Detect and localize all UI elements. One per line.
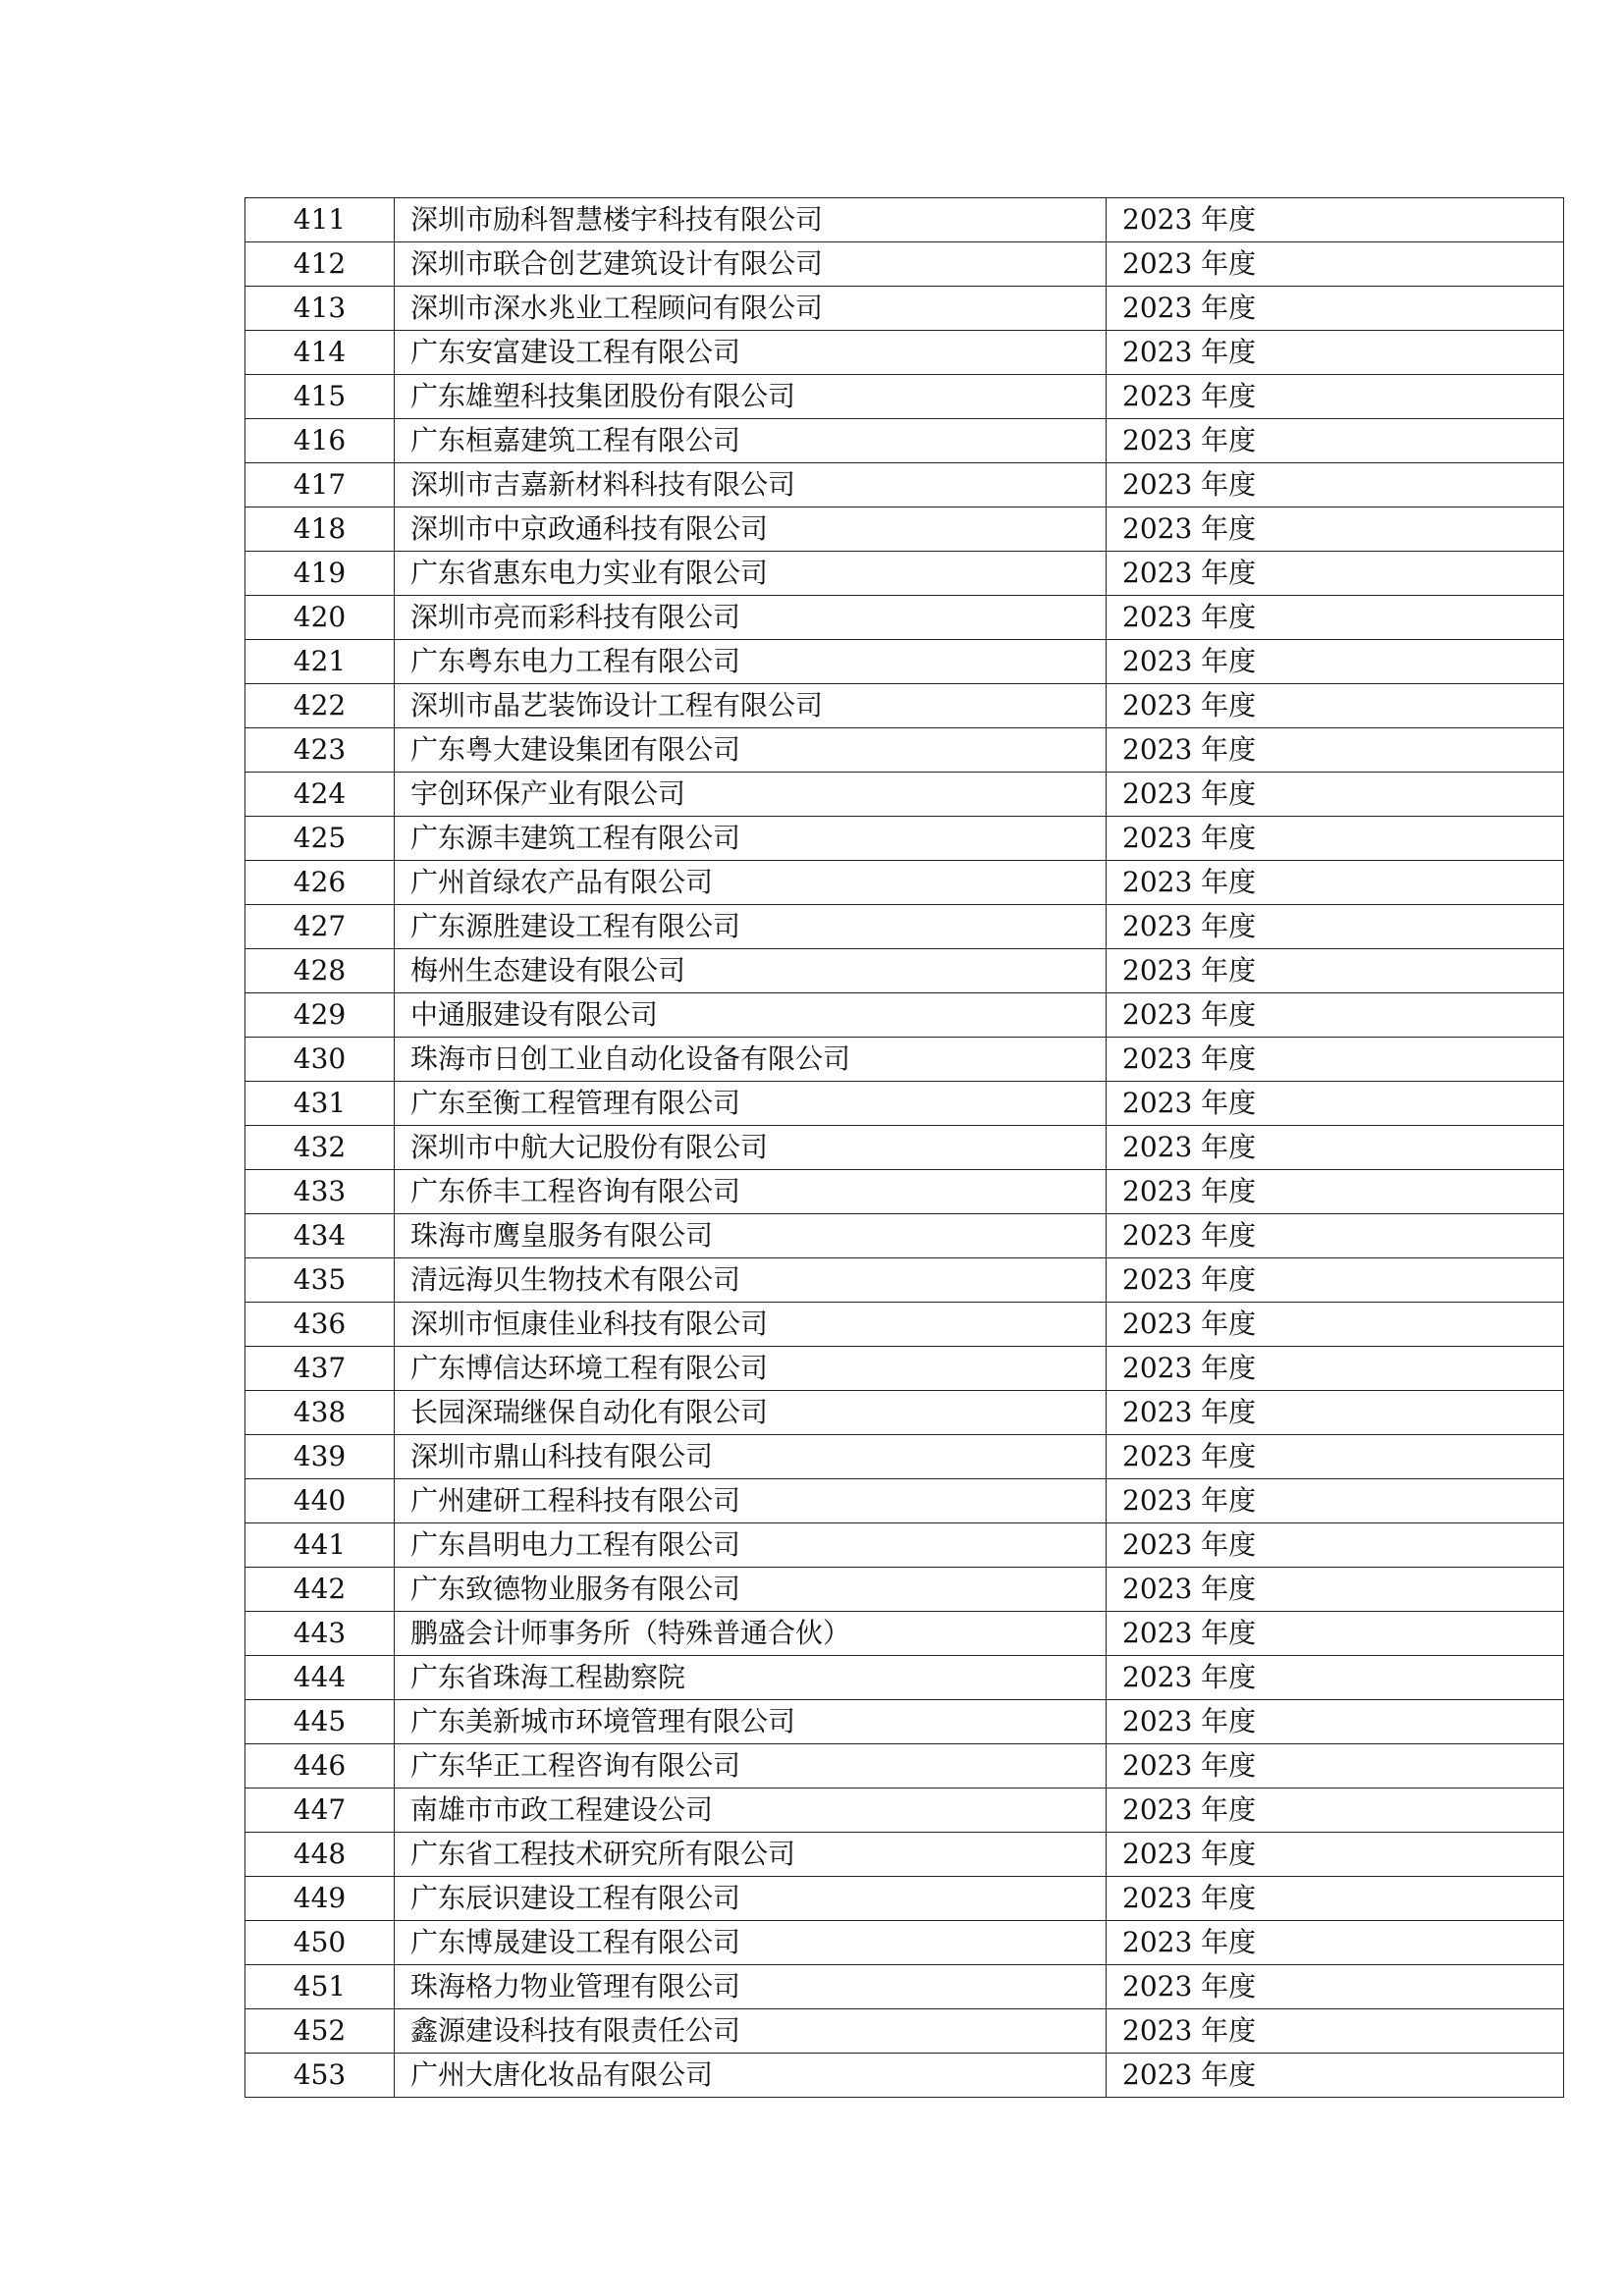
company-name-cell: 广东粤东电力工程有限公司 bbox=[395, 640, 1107, 684]
row-number-cell: 424 bbox=[245, 773, 395, 817]
row-number-cell: 428 bbox=[245, 949, 395, 993]
year-cell: 2023 年度 bbox=[1107, 507, 1564, 552]
year-cell: 2023 年度 bbox=[1107, 1479, 1564, 1523]
company-name-cell: 广东致德物业服务有限公司 bbox=[395, 1568, 1107, 1612]
table-row bbox=[245, 2054, 1564, 2098]
year-cell: 2023 年度 bbox=[1107, 1258, 1564, 1303]
row-number-cell: 418 bbox=[245, 507, 395, 552]
table-row bbox=[245, 1523, 1564, 1568]
table-row bbox=[245, 773, 1564, 817]
year-cell: 2023 年度 bbox=[1107, 552, 1564, 596]
company-name-cell: 广东粤大建设集团有限公司 bbox=[395, 728, 1107, 773]
year-cell: 2023 年度 bbox=[1107, 1391, 1564, 1435]
table-row bbox=[245, 1126, 1564, 1170]
table-row bbox=[245, 1789, 1564, 1833]
row-number-cell: 416 bbox=[245, 419, 395, 463]
row-number-cell: 421 bbox=[245, 640, 395, 684]
company-name-cell: 深圳市中京政通科技有限公司 bbox=[395, 507, 1107, 552]
year-cell: 2023 年度 bbox=[1107, 375, 1564, 419]
table-row bbox=[245, 1921, 1564, 1965]
year-cell: 2023 年度 bbox=[1107, 684, 1564, 728]
year-cell: 2023 年度 bbox=[1107, 1170, 1564, 1214]
year-cell: 2023 年度 bbox=[1107, 1700, 1564, 1744]
company-name-cell: 广州大唐化妆品有限公司 bbox=[395, 2054, 1107, 2098]
year-cell: 2023 年度 bbox=[1107, 198, 1564, 242]
row-number-cell: 450 bbox=[245, 1921, 395, 1965]
row-number-cell: 440 bbox=[245, 1479, 395, 1523]
row-number-cell: 445 bbox=[245, 1700, 395, 1744]
company-name-cell: 南雄市市政工程建设公司 bbox=[395, 1789, 1107, 1833]
company-name-cell: 广东博信达环境工程有限公司 bbox=[395, 1347, 1107, 1391]
row-number-cell: 442 bbox=[245, 1568, 395, 1612]
table-row bbox=[245, 331, 1564, 375]
table-row bbox=[245, 817, 1564, 861]
table-row bbox=[245, 1391, 1564, 1435]
table-row bbox=[245, 1479, 1564, 1523]
table-row bbox=[245, 905, 1564, 949]
company-name-cell: 深圳市吉嘉新材料科技有限公司 bbox=[395, 463, 1107, 507]
table-row bbox=[245, 1170, 1564, 1214]
year-cell: 2023 年度 bbox=[1107, 1921, 1564, 1965]
row-number-cell: 419 bbox=[245, 552, 395, 596]
table-row bbox=[245, 1347, 1564, 1391]
table-row bbox=[245, 1214, 1564, 1258]
table-row bbox=[245, 728, 1564, 773]
row-number-cell: 441 bbox=[245, 1523, 395, 1568]
row-number-cell: 439 bbox=[245, 1435, 395, 1479]
row-number-cell: 412 bbox=[245, 242, 395, 287]
table-row bbox=[245, 463, 1564, 507]
company-name-cell: 梅州生态建设有限公司 bbox=[395, 949, 1107, 993]
row-number-cell: 429 bbox=[245, 993, 395, 1038]
company-list-table bbox=[244, 197, 1564, 2098]
company-name-cell: 深圳市恒康佳业科技有限公司 bbox=[395, 1303, 1107, 1347]
row-number-cell: 448 bbox=[245, 1833, 395, 1877]
year-cell: 2023 年度 bbox=[1107, 1126, 1564, 1170]
company-name-cell: 广东源胜建设工程有限公司 bbox=[395, 905, 1107, 949]
year-cell: 2023 年度 bbox=[1107, 640, 1564, 684]
year-cell: 2023 年度 bbox=[1107, 1612, 1564, 1656]
company-name-cell: 广东至衡工程管理有限公司 bbox=[395, 1082, 1107, 1126]
row-number-cell: 453 bbox=[245, 2054, 395, 2098]
company-name-cell: 广东辰识建设工程有限公司 bbox=[395, 1877, 1107, 1921]
company-name-cell: 珠海格力物业管理有限公司 bbox=[395, 1965, 1107, 2009]
year-cell: 2023 年度 bbox=[1107, 728, 1564, 773]
table-row bbox=[245, 993, 1564, 1038]
company-name-cell: 深圳市励科智慧楼宇科技有限公司 bbox=[395, 198, 1107, 242]
table-body bbox=[245, 198, 1564, 2098]
company-name-cell: 广东美新城市环境管理有限公司 bbox=[395, 1700, 1107, 1744]
table-row bbox=[245, 861, 1564, 905]
row-number-cell: 444 bbox=[245, 1656, 395, 1700]
row-number-cell: 427 bbox=[245, 905, 395, 949]
year-cell: 2023 年度 bbox=[1107, 1965, 1564, 2009]
table-row bbox=[245, 507, 1564, 552]
table-row bbox=[245, 1965, 1564, 2009]
row-number-cell: 435 bbox=[245, 1258, 395, 1303]
year-cell: 2023 年度 bbox=[1107, 949, 1564, 993]
year-cell: 2023 年度 bbox=[1107, 905, 1564, 949]
row-number-cell: 449 bbox=[245, 1877, 395, 1921]
row-number-cell: 447 bbox=[245, 1789, 395, 1833]
company-name-cell: 深圳市亮而彩科技有限公司 bbox=[395, 596, 1107, 640]
table-row bbox=[245, 1700, 1564, 1744]
company-name-cell: 深圳市晶艺装饰设计工程有限公司 bbox=[395, 684, 1107, 728]
year-cell: 2023 年度 bbox=[1107, 1435, 1564, 1479]
year-cell: 2023 年度 bbox=[1107, 1656, 1564, 1700]
table-row bbox=[245, 375, 1564, 419]
row-number-cell: 446 bbox=[245, 1744, 395, 1789]
table-row bbox=[245, 1612, 1564, 1656]
year-cell: 2023 年度 bbox=[1107, 1214, 1564, 1258]
row-number-cell: 437 bbox=[245, 1347, 395, 1391]
row-number-cell: 433 bbox=[245, 1170, 395, 1214]
row-number-cell: 422 bbox=[245, 684, 395, 728]
row-number-cell: 413 bbox=[245, 287, 395, 331]
year-cell: 2023 年度 bbox=[1107, 1833, 1564, 1877]
company-name-cell: 珠海市鹰皇服务有限公司 bbox=[395, 1214, 1107, 1258]
company-name-cell: 深圳市联合创艺建筑设计有限公司 bbox=[395, 242, 1107, 287]
year-cell: 2023 年度 bbox=[1107, 331, 1564, 375]
year-cell: 2023 年度 bbox=[1107, 1523, 1564, 1568]
row-number-cell: 436 bbox=[245, 1303, 395, 1347]
year-cell: 2023 年度 bbox=[1107, 1347, 1564, 1391]
year-cell: 2023 年度 bbox=[1107, 287, 1564, 331]
table-row bbox=[245, 198, 1564, 242]
row-number-cell: 423 bbox=[245, 728, 395, 773]
table-row bbox=[245, 2009, 1564, 2054]
row-number-cell: 432 bbox=[245, 1126, 395, 1170]
company-name-cell: 深圳市深水兆业工程顾问有限公司 bbox=[395, 287, 1107, 331]
year-cell: 2023 年度 bbox=[1107, 1568, 1564, 1612]
table-row bbox=[245, 1258, 1564, 1303]
company-name-cell: 广州建研工程科技有限公司 bbox=[395, 1479, 1107, 1523]
row-number-cell: 443 bbox=[245, 1612, 395, 1656]
row-number-cell: 425 bbox=[245, 817, 395, 861]
year-cell: 2023 年度 bbox=[1107, 817, 1564, 861]
table-row bbox=[245, 596, 1564, 640]
company-name-cell: 广东雄塑科技集团股份有限公司 bbox=[395, 375, 1107, 419]
year-cell: 2023 年度 bbox=[1107, 1877, 1564, 1921]
row-number-cell: 451 bbox=[245, 1965, 395, 2009]
company-name-cell: 广东源丰建筑工程有限公司 bbox=[395, 817, 1107, 861]
table-row bbox=[245, 552, 1564, 596]
table-row bbox=[245, 1038, 1564, 1082]
company-name-cell: 珠海市日创工业自动化设备有限公司 bbox=[395, 1038, 1107, 1082]
company-name-cell: 广东安富建设工程有限公司 bbox=[395, 331, 1107, 375]
year-cell: 2023 年度 bbox=[1107, 1082, 1564, 1126]
table-row bbox=[245, 1877, 1564, 1921]
company-name-cell: 广东昌明电力工程有限公司 bbox=[395, 1523, 1107, 1568]
year-cell: 2023 年度 bbox=[1107, 463, 1564, 507]
table-row bbox=[245, 640, 1564, 684]
year-cell: 2023 年度 bbox=[1107, 2054, 1564, 2098]
row-number-cell: 430 bbox=[245, 1038, 395, 1082]
table-row bbox=[245, 287, 1564, 331]
company-name-cell: 广东省工程技术研究所有限公司 bbox=[395, 1833, 1107, 1877]
company-name-cell: 广东华正工程咨询有限公司 bbox=[395, 1744, 1107, 1789]
year-cell: 2023 年度 bbox=[1107, 242, 1564, 287]
row-number-cell: 431 bbox=[245, 1082, 395, 1126]
year-cell: 2023 年度 bbox=[1107, 1789, 1564, 1833]
row-number-cell: 411 bbox=[245, 198, 395, 242]
company-name-cell: 广东侨丰工程咨询有限公司 bbox=[395, 1170, 1107, 1214]
company-name-cell: 长园深瑞继保自动化有限公司 bbox=[395, 1391, 1107, 1435]
year-cell: 2023 年度 bbox=[1107, 1744, 1564, 1789]
table-row bbox=[245, 1568, 1564, 1612]
table-row bbox=[245, 1303, 1564, 1347]
company-name-cell: 广州首绿农产品有限公司 bbox=[395, 861, 1107, 905]
table-row bbox=[245, 949, 1564, 993]
row-number-cell: 417 bbox=[245, 463, 395, 507]
year-cell: 2023 年度 bbox=[1107, 773, 1564, 817]
table-row bbox=[245, 1082, 1564, 1126]
row-number-cell: 438 bbox=[245, 1391, 395, 1435]
year-cell: 2023 年度 bbox=[1107, 2009, 1564, 2054]
row-number-cell: 434 bbox=[245, 1214, 395, 1258]
row-number-cell: 426 bbox=[245, 861, 395, 905]
row-number-cell: 414 bbox=[245, 331, 395, 375]
company-name-cell: 广东省惠东电力实业有限公司 bbox=[395, 552, 1107, 596]
table-row bbox=[245, 1656, 1564, 1700]
table-row bbox=[245, 419, 1564, 463]
table-row bbox=[245, 1744, 1564, 1789]
company-name-cell: 深圳市中航大记股份有限公司 bbox=[395, 1126, 1107, 1170]
year-cell: 2023 年度 bbox=[1107, 1038, 1564, 1082]
year-cell: 2023 年度 bbox=[1107, 861, 1564, 905]
table-row bbox=[245, 684, 1564, 728]
row-number-cell: 420 bbox=[245, 596, 395, 640]
year-cell: 2023 年度 bbox=[1107, 419, 1564, 463]
company-name-cell: 鹏盛会计师事务所（特殊普通合伙） bbox=[395, 1612, 1107, 1656]
company-name-cell: 中通服建设有限公司 bbox=[395, 993, 1107, 1038]
row-number-cell: 452 bbox=[245, 2009, 395, 2054]
company-name-cell: 深圳市鼎山科技有限公司 bbox=[395, 1435, 1107, 1479]
company-name-cell: 鑫源建设科技有限责任公司 bbox=[395, 2009, 1107, 2054]
table-row bbox=[245, 1435, 1564, 1479]
row-number-cell: 415 bbox=[245, 375, 395, 419]
table-row bbox=[245, 1833, 1564, 1877]
company-name-cell: 广东桓嘉建筑工程有限公司 bbox=[395, 419, 1107, 463]
company-name-cell: 广东博晟建设工程有限公司 bbox=[395, 1921, 1107, 1965]
year-cell: 2023 年度 bbox=[1107, 993, 1564, 1038]
company-name-cell: 宇创环保产业有限公司 bbox=[395, 773, 1107, 817]
company-name-cell: 清远海贝生物技术有限公司 bbox=[395, 1258, 1107, 1303]
company-name-cell: 广东省珠海工程勘察院 bbox=[395, 1656, 1107, 1700]
year-cell: 2023 年度 bbox=[1107, 1303, 1564, 1347]
year-cell: 2023 年度 bbox=[1107, 596, 1564, 640]
table-row bbox=[245, 242, 1564, 287]
